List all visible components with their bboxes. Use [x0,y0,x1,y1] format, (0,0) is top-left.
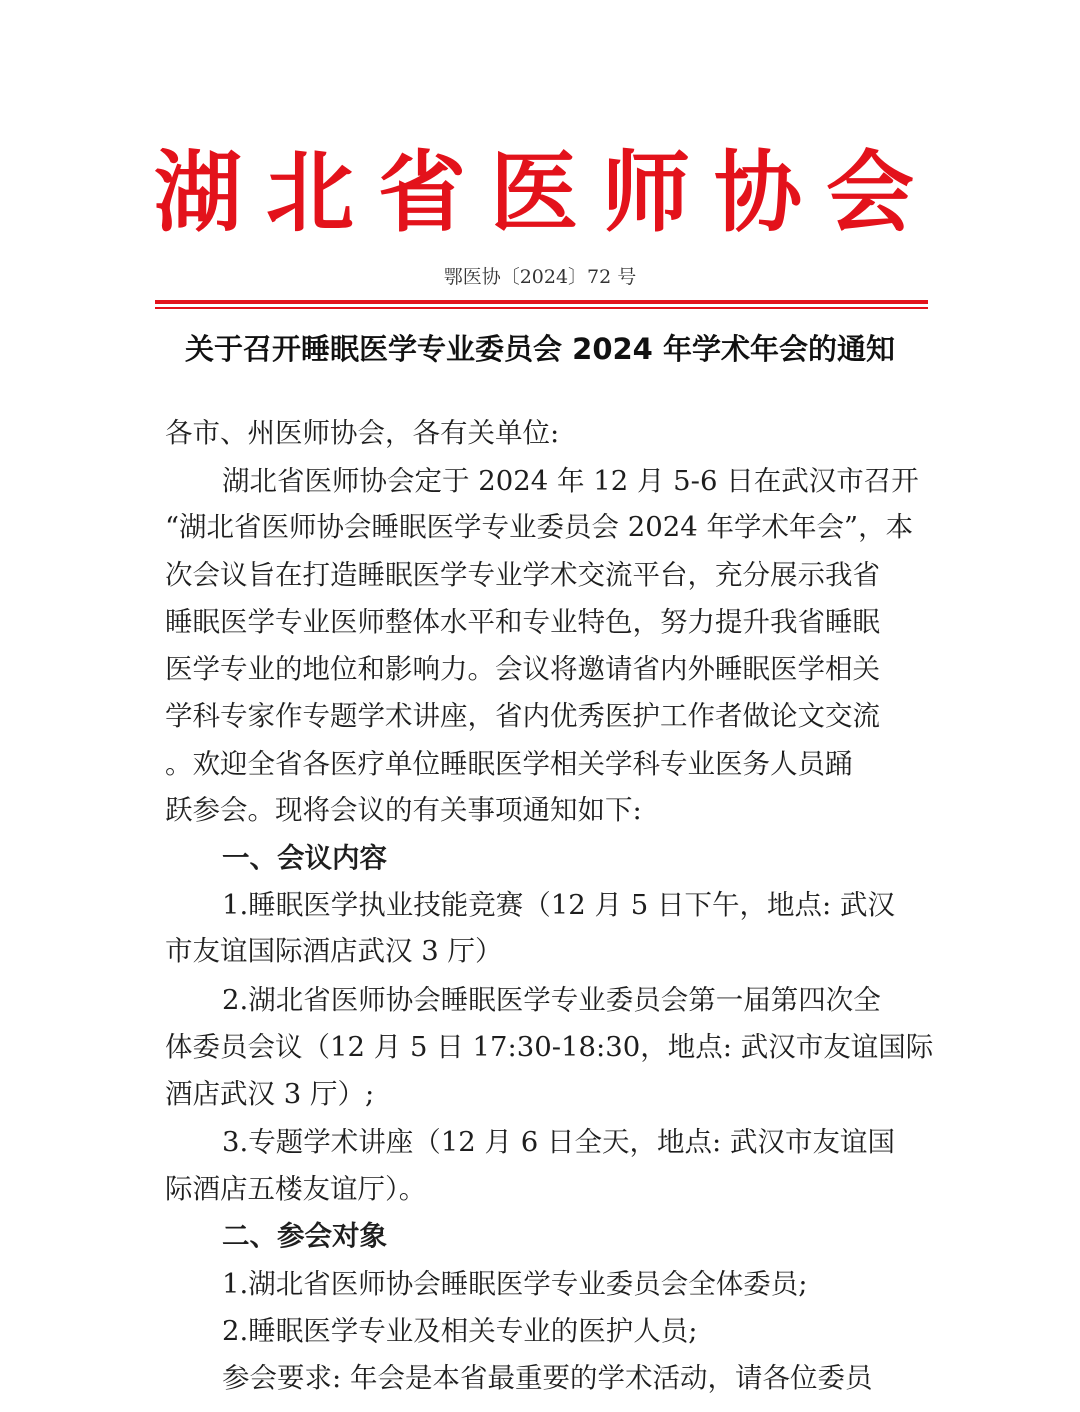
intro-line: 跃参会。现将会议的有关事项通知如下: [165,794,642,826]
attendee-line: 参会要求: 年会是本省最重要的学术活动，请各位委员 [222,1362,873,1394]
item-line: 体委员会议（12 月 5 日 17:30-18:30，地点: 武汉市友谊国际 [165,1031,934,1063]
item-line: 2.湖北省医师协会睡眠医学专业委员会第一届第四次全 [222,984,881,1016]
item-line: 酒店武汉 3 厅）; [165,1078,375,1110]
section-heading-meeting-content: 一、会议内容 [222,842,387,874]
salutation: 各市、州医师协会，各有关单位: [165,417,560,449]
item-line: 3.专题学术讲座（12 月 6 日全天，地点: 武汉市友谊国 [222,1126,895,1158]
item-line: 际酒店五楼友谊厅）。 [165,1173,427,1205]
item-line: 市友谊国际酒店武汉 3 厅） [165,935,503,967]
attendee-line: 2.睡眠医学专业及相关专业的医护人员; [222,1315,698,1347]
document-body [165,0,935,1412]
intro-line: 湖北省医师协会定于 2024 年 12 月 5-6 日在武汉市召开 [222,465,919,497]
org-name-header: 湖北省医师协会 [153,141,938,244]
document-number: 鄂医协〔2024〕72 号 [443,266,637,288]
intro-line: 次会议旨在打造睡眠医学专业学术交流平台，充分展示我省 [165,559,880,591]
intro-line: “湖北省医师协会睡眠医学专业委员会 2024 年学术年会”，本 [165,511,914,543]
attendee-line: 1.湖北省医师协会睡眠医学专业委员会全体委员; [222,1268,808,1300]
intro-line: 医学专业的地位和影响力。会议将邀请省内外睡眠医学相关 [165,653,880,685]
section-heading-attendees: 二、参会对象 [222,1220,387,1252]
item-line: 1.睡眠医学执业技能竞赛（12 月 5 日下午，地点: 武汉 [222,889,895,921]
intro-line: 睡眠医学专业医师整体水平和专业特色，努力提升我省睡眠 [165,606,880,638]
intro-line: 。欢迎全省各医疗单位睡眠医学相关学科专业医务人员踊 [165,748,853,780]
intro-line: 学科专家作专题学术讲座，省内优秀医护工作者做论文交流 [165,700,880,732]
document-title: 关于召开睡眠医学专业委员会 2024 年学术年会的通知 [185,332,895,366]
